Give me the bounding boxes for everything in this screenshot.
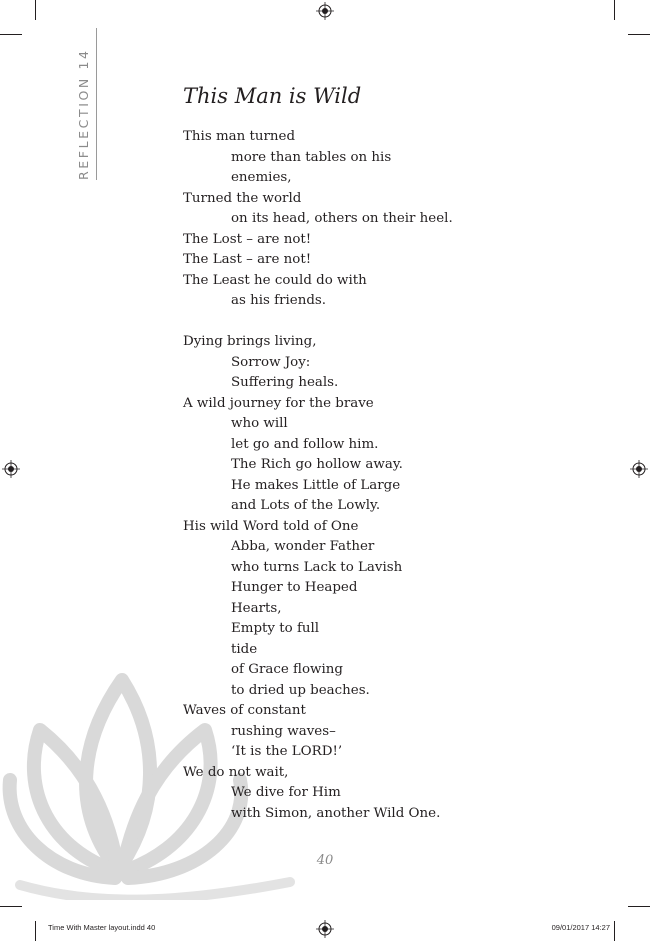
poem-line: The Rich go hollow away. [231,457,403,472]
poem-line: who turns Lack to Lavish [231,559,403,575]
poem-line: who will [231,416,288,431]
poem-line: We dive for Him [231,785,341,800]
poem-line: and Lots of the Lowly. [231,498,381,513]
poem-line: rushing waves– [231,723,336,739]
poem-line: The Least he could do with [183,272,367,288]
poem-line: This man turned [183,129,296,144]
slug-date-time: 09/01/2017 14:27 [551,923,610,932]
crop-mark-top-left-v [35,0,36,20]
poem-line: Dying brings living, [183,334,317,349]
registration-mark-right-icon [630,460,648,478]
poem-line: let go and follow him. [231,436,379,452]
poem-line: with Simon, another Wild One. [231,805,441,821]
page-number: 40 [316,853,334,868]
poem-line: to dried up beaches. [231,682,370,698]
poem-line: Sorrow Joy: [231,354,311,370]
poem-line: The Lost – are not! [183,231,312,247]
poem-line: as his friends. [231,293,327,308]
poem-line: Empty to full [231,621,320,636]
poem-line: Suffering heals. [231,375,339,390]
poem-line: We do not wait, [183,764,289,780]
crop-mark-bottom-left-h [0,906,22,907]
poem-line: Turned the world [183,190,302,206]
poem-body [183,127,603,824]
poem-line: enemies, [231,170,292,185]
stanza-break [183,312,603,333]
poem-line: A wild journey for the brave [183,395,374,411]
poem-line: He makes Little of Large [231,477,401,493]
registration-mark-bottom-icon [316,920,334,938]
crop-mark-top-right-v [614,0,615,20]
poem-line: more than tables on his [231,149,392,165]
crop-mark-bottom-right-h [628,906,650,907]
crop-mark-bottom-right-v [614,921,615,941]
slug-file-name: Time With Master layout.indd 40 [48,923,156,932]
crop-mark-top-right-h [628,34,650,35]
poem-line: Waves of constant [183,703,306,718]
poem-line: of Grace flowing [231,662,343,677]
reflection-label: REFLECTION 14 [76,48,91,180]
poem-line: Hearts, [231,600,282,616]
poem-line: Hunger to Heaped [231,580,358,595]
poem-line: ‘It is the LORD!’ [231,744,343,759]
registration-mark-left-icon [2,460,20,478]
poem-line: tide [231,641,258,657]
poem-title: This Man is Wild [183,84,362,108]
poem-line: on its head, others on their heel. [231,211,453,226]
poem-line: The Last – are not! [183,252,312,267]
crop-mark-bottom-left-v [35,921,36,941]
crop-mark-top-left-h [0,34,22,35]
registration-mark-top-icon [316,2,334,20]
side-rule-divider [96,28,97,180]
poem-line: His wild Word told of One [183,518,359,534]
poem-line: Abba, wonder Father [231,539,375,554]
